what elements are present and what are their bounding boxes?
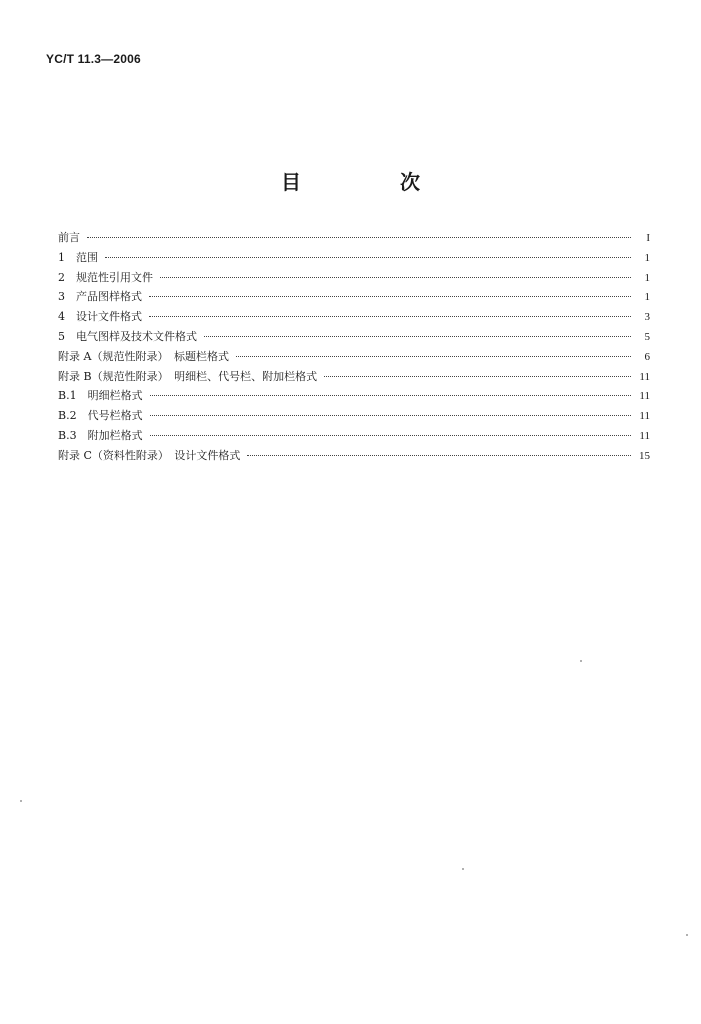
toc-entry[interactable] bbox=[58, 249, 650, 269]
toc-title: 目 次 bbox=[281, 170, 466, 194]
scan-speck bbox=[462, 868, 464, 870]
toc-entry-label: 附录 B（规范性附录） 明细栏、代号栏、附加栏格式 bbox=[58, 369, 318, 383]
toc-entry[interactable] bbox=[58, 288, 650, 308]
toc-entry-page: 11 bbox=[639, 370, 650, 383]
toc-entry[interactable] bbox=[58, 427, 650, 447]
toc-entry[interactable] bbox=[58, 387, 650, 407]
dot-leader bbox=[324, 376, 631, 377]
scan-speck bbox=[686, 934, 688, 936]
toc-entry-label: 附录 A（规范性附录） 标题栏格式 bbox=[58, 349, 229, 363]
table-of-contents bbox=[58, 229, 650, 467]
dot-leader bbox=[236, 356, 631, 357]
toc-entry-page: 1 bbox=[644, 291, 650, 304]
toc-entry-label: 2 规范性引用文件 bbox=[58, 270, 153, 284]
scan-speck bbox=[20, 800, 22, 802]
toc-entry-label: B.3 附加栏格式 bbox=[58, 428, 143, 442]
dot-leader bbox=[149, 316, 631, 317]
toc-entry-label: 附录 C（资料性附录） 设计文件格式 bbox=[58, 448, 241, 462]
scan-speck bbox=[580, 660, 582, 662]
toc-entry-label: B.2 代号栏格式 bbox=[58, 409, 143, 423]
dot-leader bbox=[87, 237, 631, 238]
dot-leader bbox=[150, 415, 631, 416]
toc-entry-label: 前言 bbox=[58, 231, 80, 244]
toc-entry-label: 4 设计文件格式 bbox=[58, 310, 142, 324]
dot-leader bbox=[149, 296, 631, 297]
toc-entry-page: 11 bbox=[639, 429, 650, 442]
dot-leader bbox=[204, 336, 631, 337]
toc-entry-label: B.1 明细栏格式 bbox=[58, 389, 143, 403]
toc-entry-page: 5 bbox=[644, 330, 650, 343]
toc-entry[interactable] bbox=[58, 368, 650, 388]
toc-entry-page: 1 bbox=[644, 251, 650, 264]
toc-entry-label: 1 范围 bbox=[58, 250, 98, 264]
toc-entry[interactable] bbox=[58, 269, 650, 289]
toc-entry[interactable] bbox=[58, 328, 650, 348]
dot-leader bbox=[150, 395, 631, 396]
toc-entry-page: 15 bbox=[639, 449, 650, 462]
toc-entry-label: 3 产品图样格式 bbox=[58, 290, 142, 304]
toc-entry-page: 11 bbox=[639, 390, 650, 403]
dot-leader bbox=[160, 277, 631, 278]
toc-entry-page: 3 bbox=[644, 311, 650, 324]
toc-entry-page: 6 bbox=[644, 350, 650, 363]
toc-entry-page: 1 bbox=[644, 271, 650, 284]
toc-entry[interactable] bbox=[58, 229, 650, 249]
toc-entry[interactable] bbox=[58, 308, 650, 328]
toc-entry-page: I bbox=[646, 232, 650, 244]
dot-leader bbox=[105, 257, 631, 258]
toc-entry-page: 11 bbox=[639, 410, 650, 423]
toc-entry[interactable] bbox=[58, 348, 650, 368]
toc-entry[interactable] bbox=[58, 447, 650, 467]
toc-entry[interactable] bbox=[58, 407, 650, 427]
toc-entry-label: 5 电气图样及技术文件格式 bbox=[58, 329, 197, 343]
dot-leader bbox=[247, 455, 631, 456]
document-number: YC/T 11.3—2006 bbox=[46, 52, 141, 66]
dot-leader bbox=[150, 435, 631, 436]
